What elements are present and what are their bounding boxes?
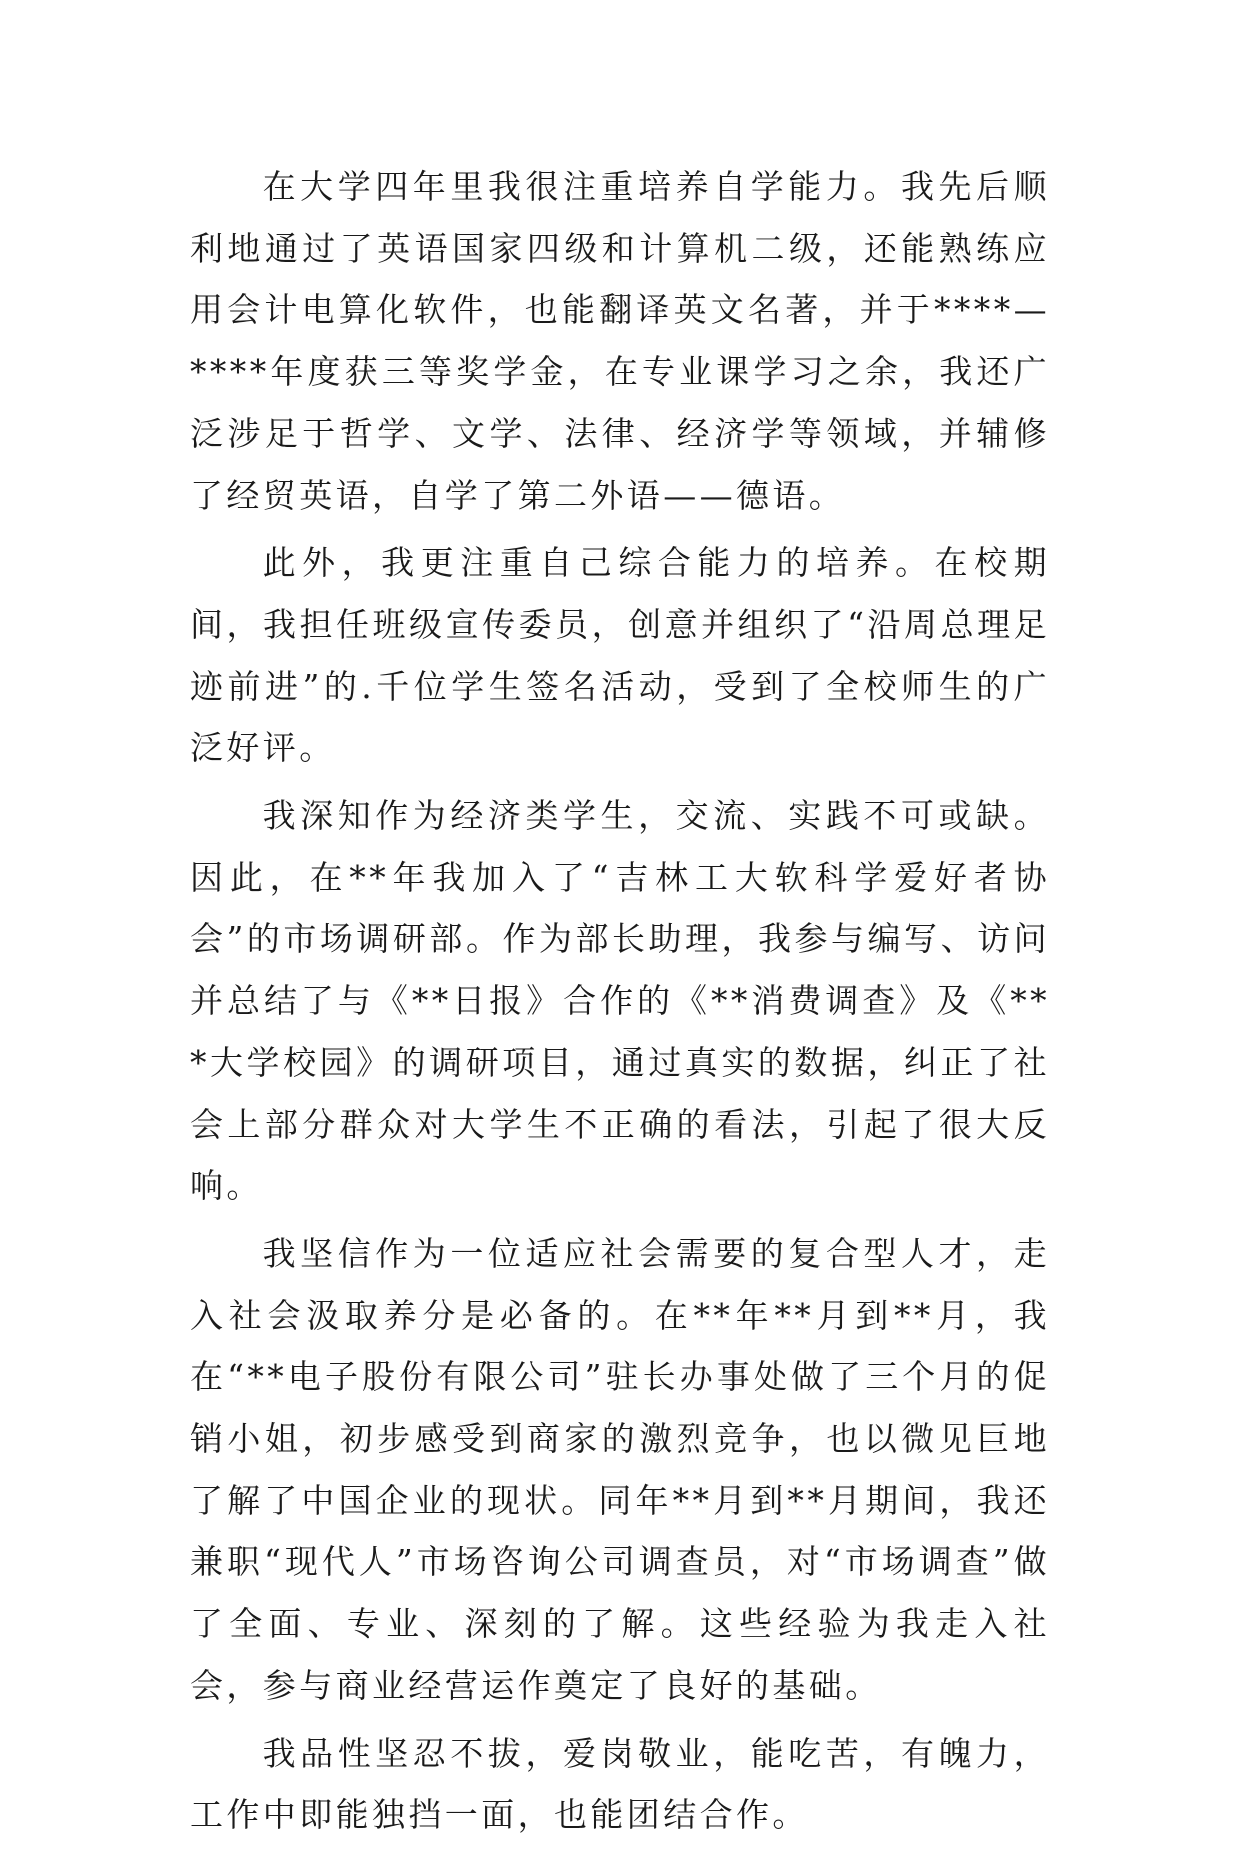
paragraph-practice: 我深知作为经济类学生，交流、实践不可或缺。因此，在**年我加入了“吉林工大软科学爱好者协会”的市场调研部。作为部长助理，我参与编写、访问并总结了与《**日报》合作的《**消费调查》及《***大学校园》的调研项目，通过真实的数据，纠正了社会上部分群众对大学生不正确的看法，引起了很大反响。 (190, 796, 1050, 1206)
paragraph-self-study: 在大学四年里我很注重培养自学能力。我先后顺利地通过了英语国家四级和计算机二级，还能熟练应用会计电算化软件，也能翻译英文名著，并于****—****年度获三等奖学金，在专业课学习之余，我还广泛涉足于哲学、文学、法律、经济学等领域，并辅修了经贸英语，自学了第二外语——德语。 (190, 167, 1050, 515)
document-body (190, 156, 1050, 1852)
paragraph-character: 我品性坚忍不拔，爱岗敬业，能吃苦，有魄力，工作中即能独挡一面，也能团结合作。 (190, 1733, 1050, 1835)
paragraph-work-experience: 我坚信作为一位适应社会需要的复合型人才，走入社会汲取养分是必备的。在**年**月到**月，我在“**电子股份有限公司”驻长办事处做了三个月的促销小姐，初步感受到商家的激烈竞争，也以微见巨地了解了中国企业的现状。同年**月到**月期间，我还兼职“现代人”市场咨询公司调查员，对“市场调查”做了全面、专业、深刻的了解。这些经验为我走入社会，参与商业经营运作奠定了良好的基础。 (190, 1233, 1050, 1705)
paragraph-comprehensive-ability: 此外，我更注重自己综合能力的培养。在校期间，我担任班级宣传委员，创意并组织了“沿周总理足迹前进”的.千位学生签名活动，受到了全校师生的广泛好评。 (190, 543, 1050, 768)
